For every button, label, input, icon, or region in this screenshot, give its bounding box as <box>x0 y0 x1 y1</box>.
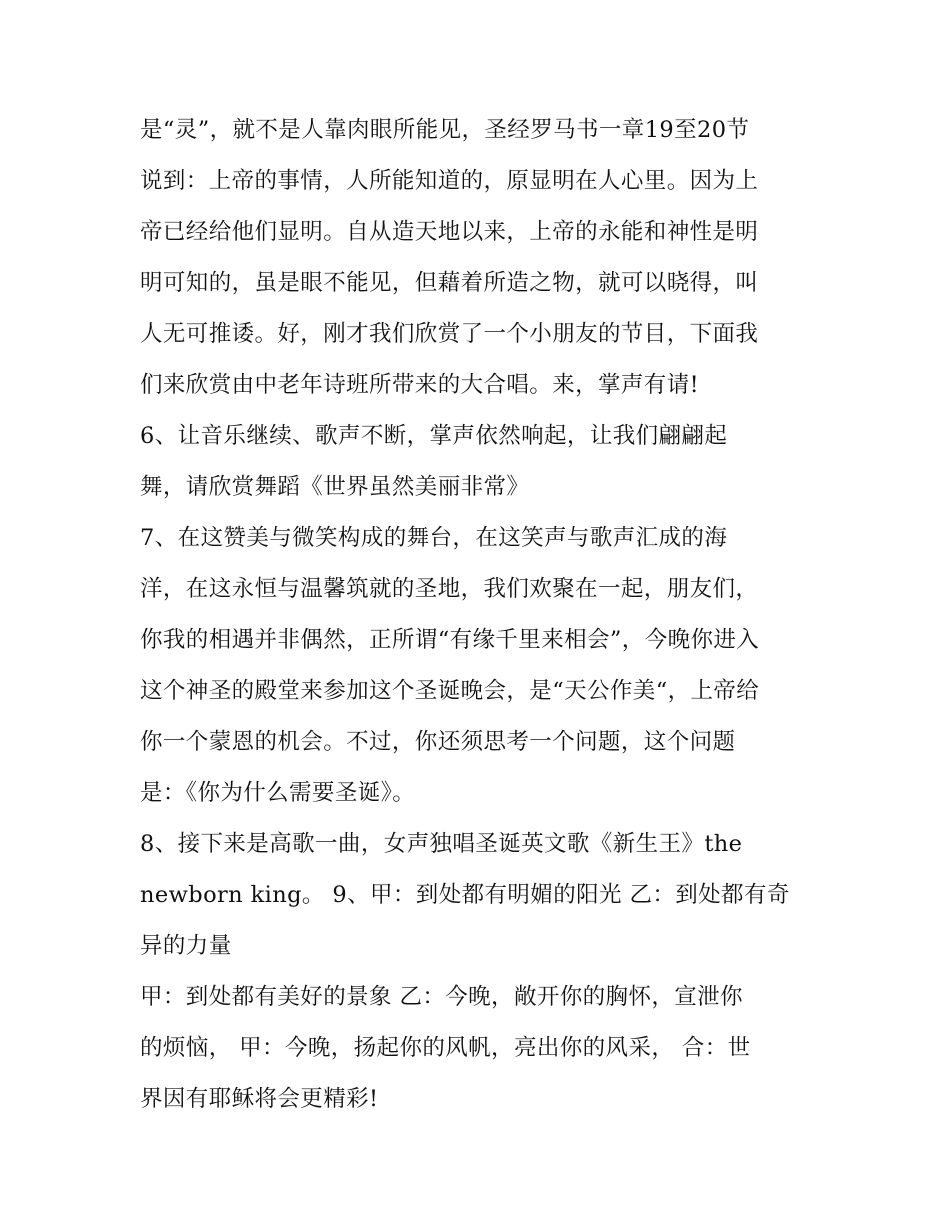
text-line: 6、让音乐继续、歌声不断，掌声依然响起，让我们翩翩起 <box>140 423 728 449</box>
text-line: 是“灵”，就不是人靠肉眼所能见，圣经罗马书一章19至20节 <box>140 117 750 143</box>
text-line: 你我的相遇并非偶然，正所谓“有缘千里来相会”，今晚你进入 <box>140 627 760 653</box>
text-line: 舞，请欣赏舞蹈《世界虽然美丽非常》 <box>140 474 530 500</box>
text-line: 人无可推诿。好，刚才我们欣赏了一个小朋友的节目，下面我 <box>140 321 759 347</box>
text-line: 界因有耶稣将会更精彩! <box>140 1086 379 1112</box>
text-line: 帝已经给他们显明。自从造天地以来，上帝的永能和神性是明 <box>140 219 759 245</box>
text-line: 明可知的，虽是眼不能见，但藉着所造之物，就可以晓得，叫 <box>140 270 759 296</box>
text-line: 的烦恼， 甲：今晚，扬起你的风帆，亮出你的风采， 合：世 <box>140 1035 751 1061</box>
text-line: 们来欣赏由中老年诗班所带来的大合唱。来，掌声有请! <box>140 372 700 398</box>
text-line: 异的力量 <box>140 933 232 959</box>
text-line: 说到：上帝的事情，人所能知道的，原显明在人心里。因为上 <box>140 168 759 194</box>
text-line: 你一个蒙恩的机会。不过，你还须思考一个问题，这个问题 <box>140 729 736 755</box>
text-line: 7、在这赞美与微笑构成的舞台，在这笑声与歌声汇成的海 <box>140 525 728 551</box>
document-body-text <box>140 110 820 1130</box>
text-line: 洋，在这永恒与温馨筑就的圣地，我们欢聚在一起，朋友们， <box>140 576 759 602</box>
text-line: 是：《你为什么需要圣诞》。 <box>140 780 416 806</box>
text-line: 甲：到处都有美好的景象 乙：今晚，敞开你的胸怀，宣泄你 <box>140 984 743 1010</box>
text-line: 这个神圣的殿堂来参加这个圣诞晚会，是“天公作美“，上帝给 <box>140 678 760 704</box>
text-line: 8、接下来是高歌一曲，女声独唱圣诞英文歌《新生王》the <box>140 831 743 857</box>
text-line: newborn king。 9、甲：到处都有明媚的阳光 乙：到处都有奇 <box>140 882 790 908</box>
